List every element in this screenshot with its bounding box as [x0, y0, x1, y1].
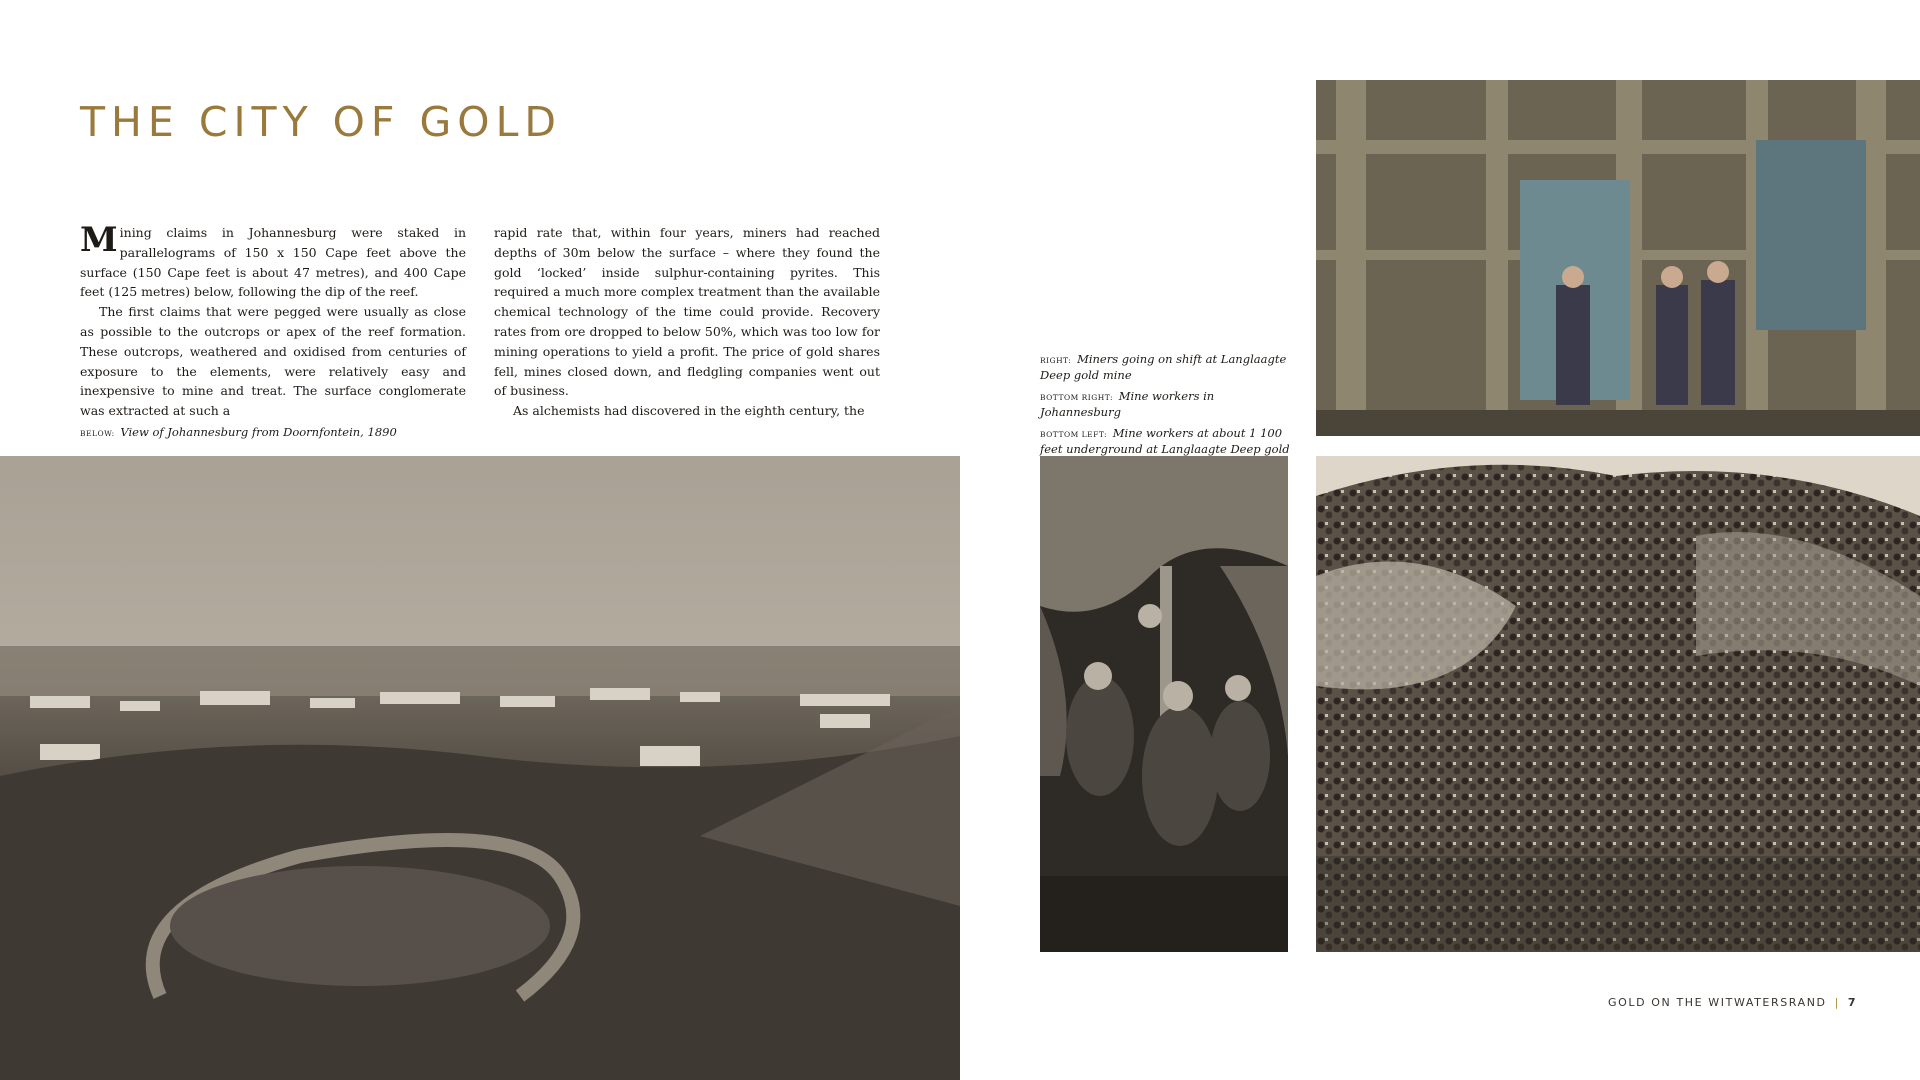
caption-lead: BOTTOM LEFT:: [1040, 430, 1108, 439]
caption-below: [80, 425, 397, 441]
paragraph-text: ining claims in Johannesburg were staked in parallelograms of 150 x 150 Cape feet above the surface (150 Cape feet is about 47 metres), and 400 Cape feet (125 metres) below, following the dip of the reef.: [80, 225, 466, 300]
caption-bottom-right: [1040, 389, 1290, 420]
caption-lead: BOTTOM RIGHT:: [1040, 393, 1114, 402]
caption-right: [1040, 352, 1290, 383]
caption-text: Mine workers at about 1 100 feet underground at Langlaagte Deep gold: [1040, 426, 1290, 456]
body-column-1: [80, 220, 466, 421]
book-title: GOLD ON THE WITWATERSRAND: [1608, 996, 1827, 1009]
caption-text: View of Johannesburg from Doornfontein, 1890: [120, 425, 397, 439]
paragraph: The first claims that were pegged were usually as close as possible to the outcrops or apex of the reef formation. These outcrops, weathered and oxidised from centuries of exposure to the elements, were relatively easy and inexpensive to mine and treat. The surface conglomerate was extracted at such a: [80, 304, 466, 419]
page-footer: [1608, 996, 1856, 1009]
photo-miners-shift: [1316, 80, 1920, 436]
footer-separator: |: [1834, 996, 1840, 1009]
paragraph: [80, 220, 466, 302]
caption-text: Miners going on shift at Langlaagte Deep gold mine: [1040, 352, 1287, 382]
body-column-2: [494, 223, 880, 421]
page-number: 7: [1847, 996, 1856, 1009]
caption-lead: RIGHT:: [1040, 356, 1072, 365]
page-title: THE CITY OF GOLD: [80, 98, 562, 146]
photo-johannesburg-view: [0, 456, 960, 1080]
photo-underground-miners: [1040, 456, 1288, 952]
caption-lead: BELOW:: [80, 429, 115, 438]
photo-mine-workers-crowd: [1316, 456, 1920, 952]
drop-cap: M: [80, 220, 118, 260]
paragraph: rapid rate that, within four years, miners had reached depths of 30m below the surface – where they found the gold ‘locked’ inside sulphur-containing pyrites. This required a much more complex treatment than the available chemical technology of the time could provide. Recovery rates from ore dropped to below 50%, which was too low for mining operations to yield a profit. The price of gold shares fell, mines closed down, and fledgling companies went out of business.: [494, 225, 880, 399]
paragraph: As alchemists had discovered in the eighth century, the: [513, 403, 865, 419]
caption-text: Mine workers in Johannesburg: [1040, 389, 1215, 419]
